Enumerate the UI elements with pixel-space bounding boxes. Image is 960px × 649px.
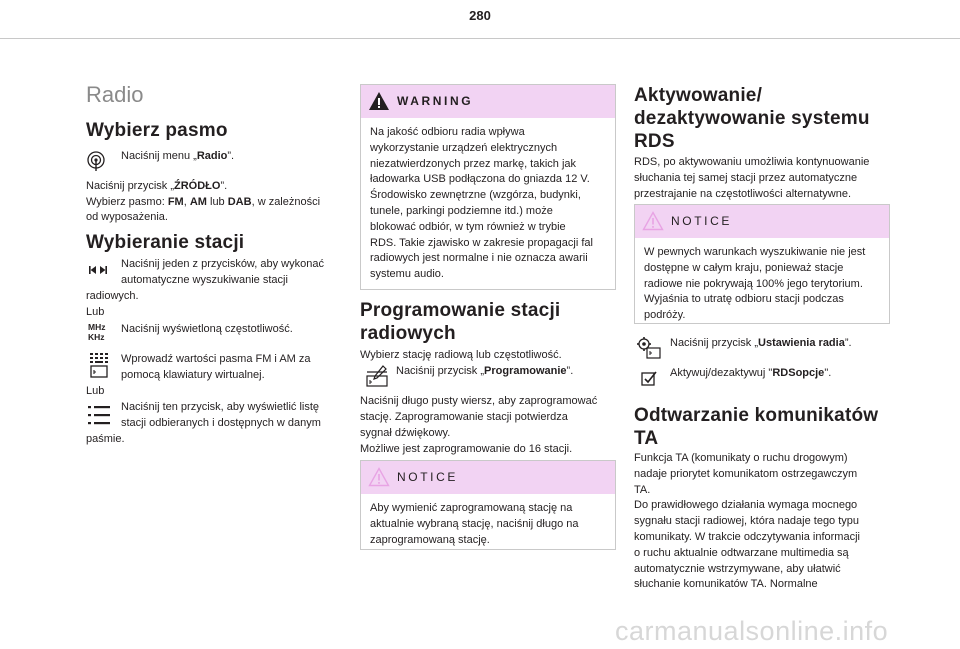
settings-step: Naciśnij przycisk „Ustawienia radia”. bbox=[670, 337, 852, 349]
notice-title: NOTICE bbox=[671, 214, 732, 228]
warning-line: ładowarka USB podłączona do gniazda 12 V. bbox=[370, 173, 590, 186]
notice-line: Wyjaśnia to utratę odbioru stacji podczas bbox=[644, 293, 844, 306]
seek-text-2: automatyczne wyszukiwanie stacji bbox=[121, 274, 288, 286]
keyboard-icon bbox=[87, 351, 111, 379]
freq-text: Naciśnij wyświetloną częstotliwość. bbox=[121, 323, 293, 335]
preset-heading-1: Programowanie stacji bbox=[360, 300, 561, 321]
notice-body bbox=[635, 238, 889, 332]
warning-line: systemu audio. bbox=[370, 268, 444, 281]
band-text-1: Naciśnij przycisk „ŹRÓDŁO”. bbox=[86, 180, 228, 192]
seek-buttons-icon bbox=[87, 262, 109, 278]
warning-body bbox=[361, 118, 615, 291]
radio-icon bbox=[85, 150, 107, 172]
list-text-3: paśmie. bbox=[86, 433, 125, 445]
warning-header bbox=[361, 85, 615, 118]
chapter-title: Radio bbox=[86, 82, 144, 107]
warning-line: Środowisko zewnętrzne (wzgórza, budynki, bbox=[370, 189, 581, 202]
warning-line: Na jakość odbioru radia wpływa bbox=[370, 126, 525, 138]
preset-step: Naciśnij przycisk „Programowanie”. bbox=[396, 365, 574, 377]
preset-text-3: stację. Zaprogramowanie stacji potwierdza bbox=[360, 411, 568, 423]
preset-text-1: Wybierz stację radiową lub częstotliwość. bbox=[360, 349, 562, 361]
seek-text-3: radiowych. bbox=[86, 290, 139, 302]
band-step: Naciśnij menu „Radio”. bbox=[121, 150, 235, 162]
watermark: carmanualsonline.info bbox=[615, 616, 889, 646]
or-text-2: Lub bbox=[86, 385, 105, 397]
notice-line: radiowe nie pokrywają 100% jego terytorium. bbox=[644, 277, 863, 290]
notice-triangle-icon bbox=[642, 210, 664, 232]
mhz-khz-icon bbox=[88, 322, 112, 342]
checkbox-icon bbox=[640, 369, 658, 387]
seek-text-1: Naciśnij jeden z przycisków, aby wykonać bbox=[121, 258, 324, 270]
ta-text bbox=[634, 451, 894, 593]
notice-title: NOTICE bbox=[397, 470, 458, 484]
notice-line: dostępne w całym kraju, ponieważ stacje bbox=[644, 261, 844, 274]
list-text-2: stacji odbieranych i dostępnych w danym bbox=[121, 417, 321, 429]
rds-option-step: Aktywuj/dezaktywuj "RDSopcje". bbox=[670, 367, 832, 379]
warning-box bbox=[360, 84, 616, 290]
warning-triangle-icon bbox=[368, 90, 390, 112]
preset-text-5: Możliwe jest zaprogramowanie do 16 stacji. bbox=[360, 443, 573, 455]
ta-line: słuchanie komunikatów TA. Normalne bbox=[634, 578, 818, 591]
notice-body bbox=[361, 494, 615, 556]
warning-line: radiowych jest normalne i nie oznacza awarii bbox=[370, 252, 588, 265]
rds-heading-1: Aktywowanie/ bbox=[634, 85, 763, 106]
notice-line: zaprogramowaną stację. bbox=[370, 533, 490, 546]
notice-line: Aby wymienić zaprogramowaną stację na bbox=[370, 502, 573, 514]
band-text-2: Wybierz pasmo: FM, AM lub DAB, w zależności bbox=[86, 196, 321, 208]
ta-line: Funkcja TA (komunikaty o ruchu drogowym) bbox=[634, 452, 848, 464]
notice-header bbox=[361, 461, 615, 494]
warning-line: blokować odbiór, w tym również w trybie bbox=[370, 220, 566, 233]
notice-box-2 bbox=[634, 204, 890, 324]
notice-line: aktualnie wybraną stację, naciśnij długo na bbox=[370, 517, 579, 530]
list-icon bbox=[87, 403, 111, 427]
settings-icon bbox=[636, 336, 662, 360]
preset-heading-2: radiowych bbox=[360, 323, 456, 344]
ta-line: Do prawidłowego działania wymaga mocnego bbox=[634, 499, 858, 512]
notice-line: podróży. bbox=[644, 309, 686, 322]
notice-triangle-icon bbox=[368, 466, 390, 488]
band-heading: Wybierz pasmo bbox=[86, 120, 228, 141]
notice-header bbox=[635, 205, 889, 238]
rds-text-2: słuchania tej samej stacji przez automatyczne bbox=[634, 172, 858, 184]
keyboard-text-1: Wprowadź wartości pasma FM i AM za bbox=[121, 353, 311, 365]
station-heading: Wybieranie stacji bbox=[86, 232, 245, 253]
ta-line: o ruchu aktualnie odtwarzane multimedia są bbox=[634, 546, 849, 559]
ta-heading-2: TA bbox=[634, 428, 659, 449]
warning-line: RDS. Takie zjawisko w zakresie propagacji fal bbox=[370, 236, 593, 249]
khz-label: KHz bbox=[88, 332, 105, 342]
preset-text-4: sygnał dźwiękowy. bbox=[360, 427, 451, 439]
mhz-label: MHz bbox=[88, 322, 106, 332]
rds-text-3: przestrajanie na częstotliwości alternatywne. bbox=[634, 188, 852, 200]
ta-line: nadaje priorytet komunikatom ostrzegawczym bbox=[634, 467, 858, 480]
warning-line: wykorzystanie urządzeń elektrycznych bbox=[370, 141, 558, 154]
ta-line: sygnału stacji radiowej, która nadaje tego typu bbox=[634, 515, 860, 528]
ta-line: automatycznie wstrzymywane, aby ułatwić bbox=[634, 562, 841, 575]
warning-line: tunele, parkingi podziemne itd.) może bbox=[370, 204, 553, 217]
preset-icon bbox=[365, 364, 389, 388]
rds-text-1: RDS, po aktywowaniu umożliwia kontynuowanie bbox=[634, 156, 870, 168]
rds-heading-3: RDS bbox=[634, 131, 675, 152]
warning-line: niezatwierdzonych przez markę, takich jak bbox=[370, 157, 577, 170]
or-text-1: Lub bbox=[86, 306, 105, 318]
ta-line: komunikaty. W trakcie odczytywania informacji bbox=[634, 530, 860, 543]
band-text-3: od wyposażenia. bbox=[86, 211, 168, 223]
list-text-1: Naciśnij ten przycisk, aby wyświetlić listę bbox=[121, 401, 320, 413]
ta-line: TA. bbox=[634, 483, 651, 496]
notice-line: W pewnych warunkach wyszukiwanie nie jest bbox=[644, 246, 866, 258]
rds-heading-2: dezaktywowanie systemu bbox=[634, 108, 870, 129]
top-rule bbox=[0, 38, 960, 39]
notice-box-1 bbox=[360, 460, 616, 550]
page-number: 280 bbox=[469, 8, 491, 23]
keyboard-text-2: pomocą klawiatury wirtualnej. bbox=[121, 369, 265, 381]
ta-heading-1: Odtwarzanie komunikatów bbox=[634, 405, 879, 426]
warning-title: WARNING bbox=[397, 94, 474, 108]
preset-text-2: Naciśnij długo pusty wiersz, aby zaprogramować bbox=[360, 395, 598, 407]
